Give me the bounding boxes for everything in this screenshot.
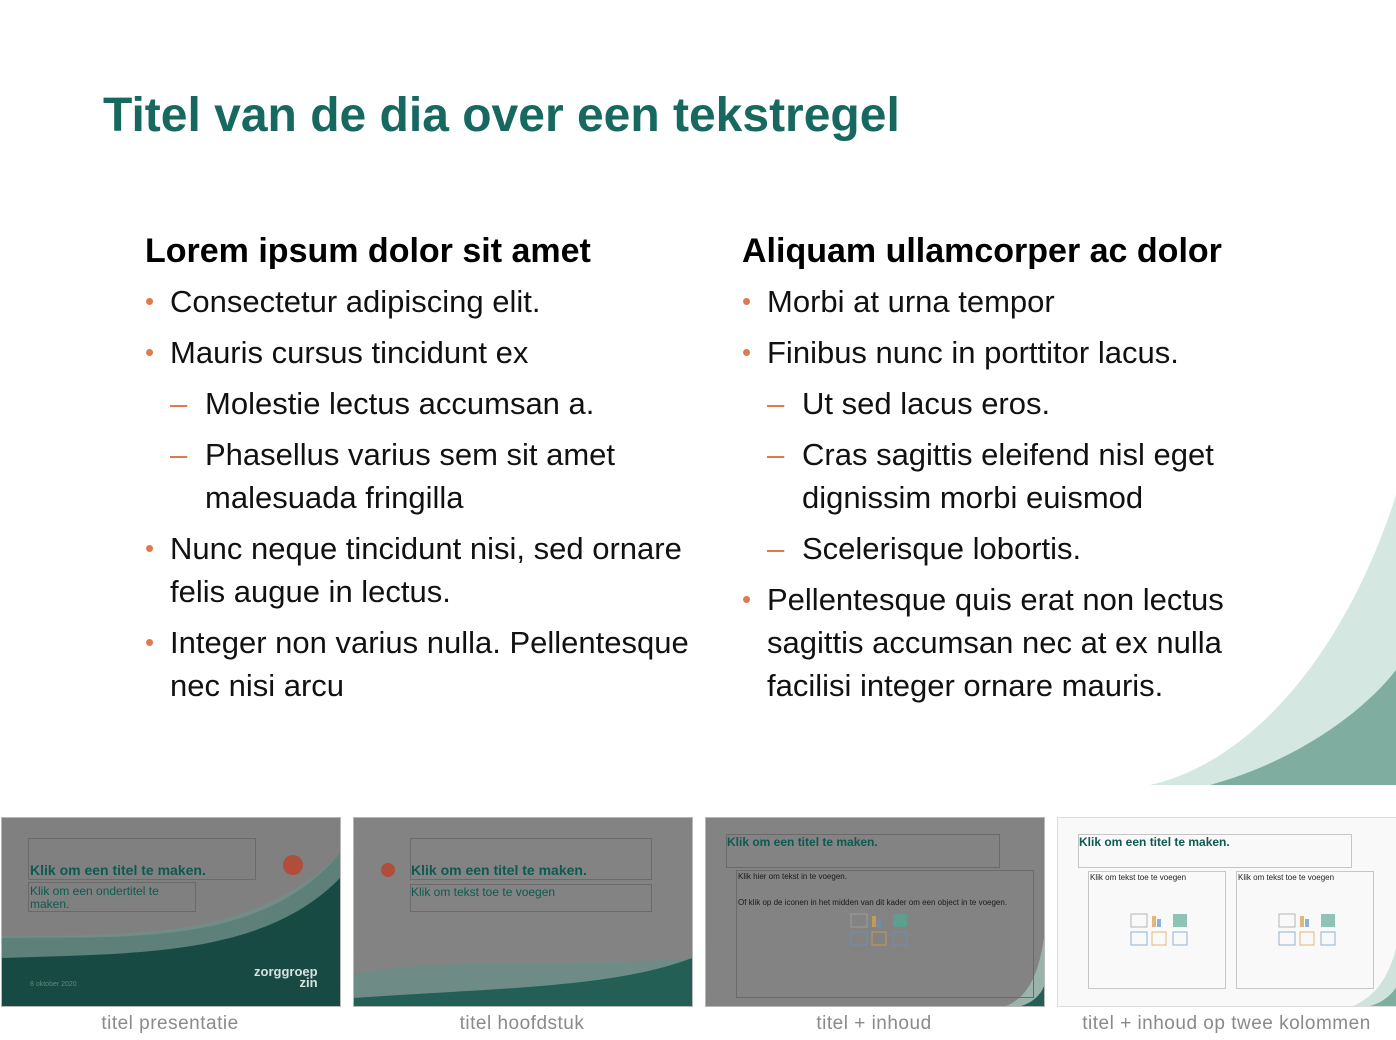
layout-caption: titel hoofdstuk: [459, 1013, 585, 1034]
list-item: • Morbi at urna tempor: [742, 280, 1302, 323]
smartart-icon: [1173, 914, 1187, 927]
picture-icon: [1131, 932, 1147, 945]
insert-object-icons-column-1: [1130, 913, 1190, 947]
layout-caption: titel + inhoud op twee kolommen: [1082, 1013, 1371, 1034]
thumbnail-title: Klik om een titel te maken.: [411, 862, 587, 878]
zorggroep-zin-logo: [254, 966, 318, 988]
video-icon: [1173, 932, 1187, 945]
picture-icon: [851, 932, 867, 945]
left-bullet-list: [145, 280, 705, 707]
video-icon: [1321, 932, 1335, 945]
table-icon: [1131, 914, 1147, 927]
smartart-icon: [893, 914, 907, 927]
thumbnail-title: Klik om een titel te maken.: [1079, 835, 1230, 849]
sub-list-item: – Scelerisque lobortis.: [742, 527, 1302, 570]
logo-line-1: zorggroep: [254, 964, 318, 979]
list-item: • Mauris cursus tincidunt ex: [145, 331, 705, 374]
list-item: • Consectetur adipiscing elit.: [145, 280, 705, 323]
chart-icon-bar: [877, 919, 881, 927]
list-item: • Pellentesque quis erat non lectus sagittis accumsan nec at ex nulla facilisi integer ornare mauris.: [742, 578, 1302, 707]
video-icon: [893, 932, 907, 945]
content-hint-2: Of klik op de iconen in het midden van dit kader om een object in te voegen.: [738, 898, 1008, 907]
sub-list-item: – Cras sagittis eleifend nisl eget dignissim morbi euismod: [742, 433, 1302, 519]
list-item: • Integer non varius nulla. Pellentesque nec nisi arcu: [145, 621, 705, 707]
layout-thumbnail-two-columns[interactable]: [1057, 817, 1396, 1007]
insert-object-icons-column-2: [1278, 913, 1338, 947]
online-picture-icon: [1152, 932, 1166, 945]
table-icon: [851, 914, 867, 927]
picture-icon: [1279, 932, 1295, 945]
layout-caption: titel + inhoud: [816, 1013, 932, 1034]
table-icon: [1279, 914, 1295, 927]
sub-list-item: – Phasellus varius sem sit amet malesuada fringilla: [145, 433, 705, 519]
smartart-icon: [1321, 914, 1335, 927]
layout-thumbnail-title-content[interactable]: [705, 817, 1045, 1007]
thumbnail-subtitle: Klik om tekst toe te voegen: [411, 885, 556, 899]
chart-icon: [1152, 916, 1156, 927]
insert-object-icons: [850, 913, 910, 947]
thumbnail-title: Klik om een titel te maken.: [30, 862, 206, 878]
column-2-hint: Klik om tekst toe te voegen: [1238, 873, 1335, 882]
accent-dot: [381, 863, 395, 877]
chart-icon-bar: [1305, 919, 1309, 927]
list-item: • Finibus nunc in porttitor lacus.: [742, 331, 1302, 374]
layout-thumbnail-title-presentation[interactable]: [1, 817, 341, 1007]
column-1-hint: Klik om tekst toe te voegen: [1090, 873, 1187, 882]
slide-title[interactable]: Titel van de dia over een tekstregel: [103, 89, 900, 142]
left-content-column[interactable]: [145, 228, 705, 715]
content-hint-1: Klik hier om tekst in te voegen.: [738, 872, 847, 881]
chart-icon-bar: [1157, 919, 1161, 927]
layout-thumbnail-strip: [0, 815, 1396, 1040]
online-picture-icon: [1300, 932, 1314, 945]
list-item: • Nunc neque tincidunt nisi, sed ornare felis augue in lectus.: [145, 527, 705, 613]
layout-caption: titel presentatie: [101, 1013, 239, 1034]
left-column-heading: Lorem ipsum dolor sit amet: [145, 232, 591, 270]
thumbnail-title: Klik om een titel te maken.: [727, 835, 878, 849]
layout-thumbnail-chapter-title[interactable]: [353, 817, 693, 1007]
chart-icon: [872, 916, 876, 927]
logo-line-2: zin: [299, 975, 318, 990]
thumbnail-subtitle: Klik om een ondertitel te maken.: [30, 884, 159, 911]
right-bullet-list: [742, 280, 1302, 707]
sub-list-item: – Ut sed lacus eros.: [742, 382, 1302, 425]
sub-list-item: – Molestie lectus accumsan a.: [145, 382, 705, 425]
accent-dot: [283, 855, 303, 875]
chart-icon: [1300, 916, 1304, 927]
thumbnail-date: 8 oktober 2020: [30, 981, 77, 988]
online-picture-icon: [872, 932, 886, 945]
right-content-column[interactable]: [742, 228, 1302, 715]
right-column-heading: Aliquam ullamcorper ac dolor: [742, 232, 1222, 270]
